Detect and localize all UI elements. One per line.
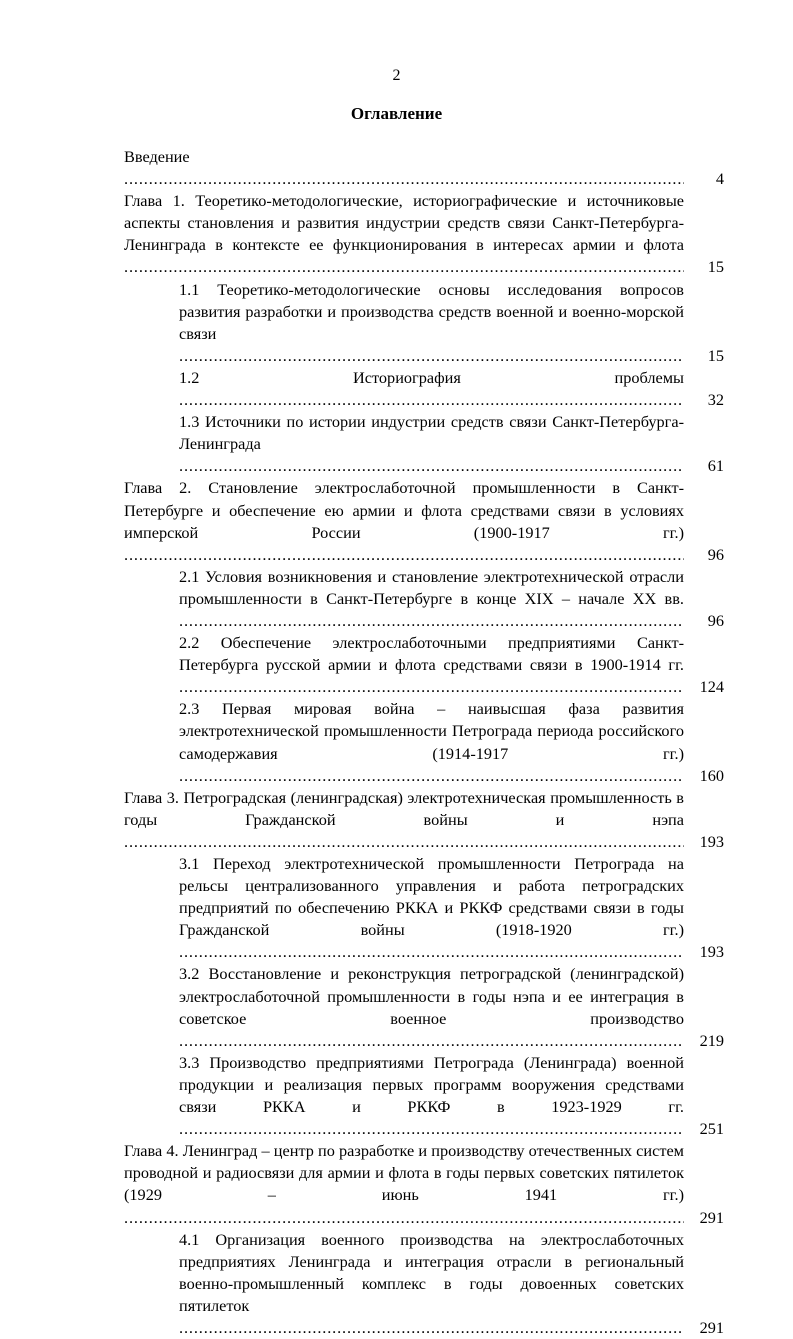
- toc-chapter-entry: [124, 190, 724, 278]
- toc-section-entry: [124, 411, 724, 477]
- toc-section-entry: [124, 632, 724, 698]
- toc-entry-page: 291: [699, 1207, 724, 1227]
- dot-leader: [179, 611, 684, 630]
- toc-entry-title: Глава 4. Ленинград – центр по разработке и производству отечественных систем проводной и радиосвязи для армии и флота в годы первых советских пятилеток (1929 – июнь 1941 гг.): [124, 1141, 684, 1205]
- toc-entry-title: 2.1 Условия возникновения и становление электротехнической отрасли промышленности в Санкт-Петербурге в конце XIX – начале XX вв.: [179, 566, 684, 608]
- dot-leader: [124, 832, 684, 851]
- toc-entry-title: Введение: [124, 147, 190, 166]
- dot-leader: [179, 456, 684, 475]
- toc-entry-page: 96: [707, 610, 724, 630]
- toc-entry-page: 193: [699, 831, 724, 851]
- toc-entry-title: 2.2 Обеспечение электрослаботочными предприятиями Санкт-Петербурга русской армии и флота средствами связи в 1900-1914 гг.: [179, 633, 684, 675]
- toc-entry-title: 3.1 Переход электротехнической промышленности Петрограда на рельсы централизованного управления и работа петроградских предприятий по обеспечению РККА и РККФ средствами связи в годы Гражданской войны (1918-1920 гг.): [179, 854, 684, 940]
- toc-entry-page: 15: [707, 257, 724, 277]
- toc-entry-title: 3.2 Восстановление и реконструкция петроградской (ленинградской) электрослаботочной промышленности в годы нэпа и ее интеграция в советское военное производство: [179, 964, 684, 1028]
- toc-entry-page: 4: [715, 169, 724, 189]
- toc-entry-title: Глава 1. Теоретико-методологические, историографические и источниковые аспекты становления и развития индустрии средств связи Санкт-Петербурга-Ленинграда в контексте ее функционирования в интересах армии и флота: [124, 191, 684, 255]
- dot-leader: [124, 169, 684, 188]
- toc-chapter-entry: [124, 146, 724, 190]
- toc-entry-page: 15: [707, 345, 724, 365]
- toc-entry-title: 1.3 Источники по истории индустрии средств связи Санкт-Петербурга-Ленинграда: [179, 412, 684, 454]
- toc-chapter-entry: [124, 1140, 724, 1228]
- toc-entry-page: 160: [699, 765, 724, 785]
- table-of-contents: [124, 146, 724, 1339]
- toc-section-entry: [124, 566, 724, 632]
- page-number: 2: [392, 67, 401, 84]
- dot-leader: [179, 346, 684, 365]
- dot-leader: [179, 766, 684, 785]
- toc-entry-page: 193: [699, 942, 724, 962]
- dot-leader: [179, 390, 684, 409]
- toc-section-entry: [124, 853, 724, 963]
- toc-title: Оглавление: [350, 104, 443, 123]
- toc-chapter-entry: [124, 787, 724, 853]
- toc-section-entry: [124, 963, 724, 1051]
- dot-leader: [179, 942, 684, 961]
- toc-entry-title: 2.3 Первая мировая война – наивысшая фаза развития электротехнической промышленности Петрограда периода российского самодержавия (1914-1917 гг.): [179, 699, 684, 763]
- toc-entry-page: 61: [707, 456, 724, 476]
- dot-leader: [124, 257, 684, 276]
- toc-section-entry: [124, 367, 724, 411]
- toc-section-entry: [124, 1052, 724, 1140]
- toc-section-entry: [124, 698, 724, 786]
- toc-entry-title: 1.2 Историография проблемы: [179, 367, 684, 387]
- toc-entry-title: Глава 3. Петроградская (ленинградская) электротехническая промышленность в годы Гражданской войны и нэпа: [124, 787, 684, 829]
- toc-entry-page: 291: [699, 1317, 724, 1337]
- toc-entry-page: 32: [707, 390, 724, 410]
- toc-entry-title: 3.3 Производство предприятиями Петрограда (Ленинграда) военной продукции и реализация первых программ вооружения средствами связи РККА и РККФ в 1923-1929 гг.: [179, 1052, 684, 1117]
- dot-leader: [179, 1318, 684, 1337]
- toc-entry-title: Глава 2. Становление электрослаботочной промышленности в Санкт-Петербурге и обеспечение ею армии и флота средствами связи в условиях имперской России (1900-1917 гг.): [124, 478, 684, 542]
- dot-leader: [179, 677, 684, 696]
- dot-leader: [124, 545, 684, 564]
- dot-leader: [179, 1119, 684, 1138]
- toc-entry-title: 4.1 Организация военного производства на электрослаботочных предприятиях Ленинграда и интеграция отрасли в региональный военно-промышленный комплекс в годы довоенных советских пятилеток: [179, 1229, 684, 1315]
- toc-entry-page: 251: [699, 1119, 724, 1139]
- dot-leader: [179, 1031, 684, 1050]
- toc-entry-page: 219: [699, 1030, 724, 1050]
- toc-entry-page: 96: [707, 544, 724, 564]
- dot-leader: [124, 1208, 684, 1227]
- toc-entry-page: 124: [699, 677, 724, 697]
- toc-entry-title: 1.1 Теоретико-методологические основы исследования вопросов развития разработки и производства средств военной и военно-морской связи: [179, 279, 684, 343]
- toc-section-entry: [124, 1229, 724, 1339]
- toc-section-entry: [124, 279, 724, 367]
- toc-chapter-entry: [124, 477, 724, 565]
